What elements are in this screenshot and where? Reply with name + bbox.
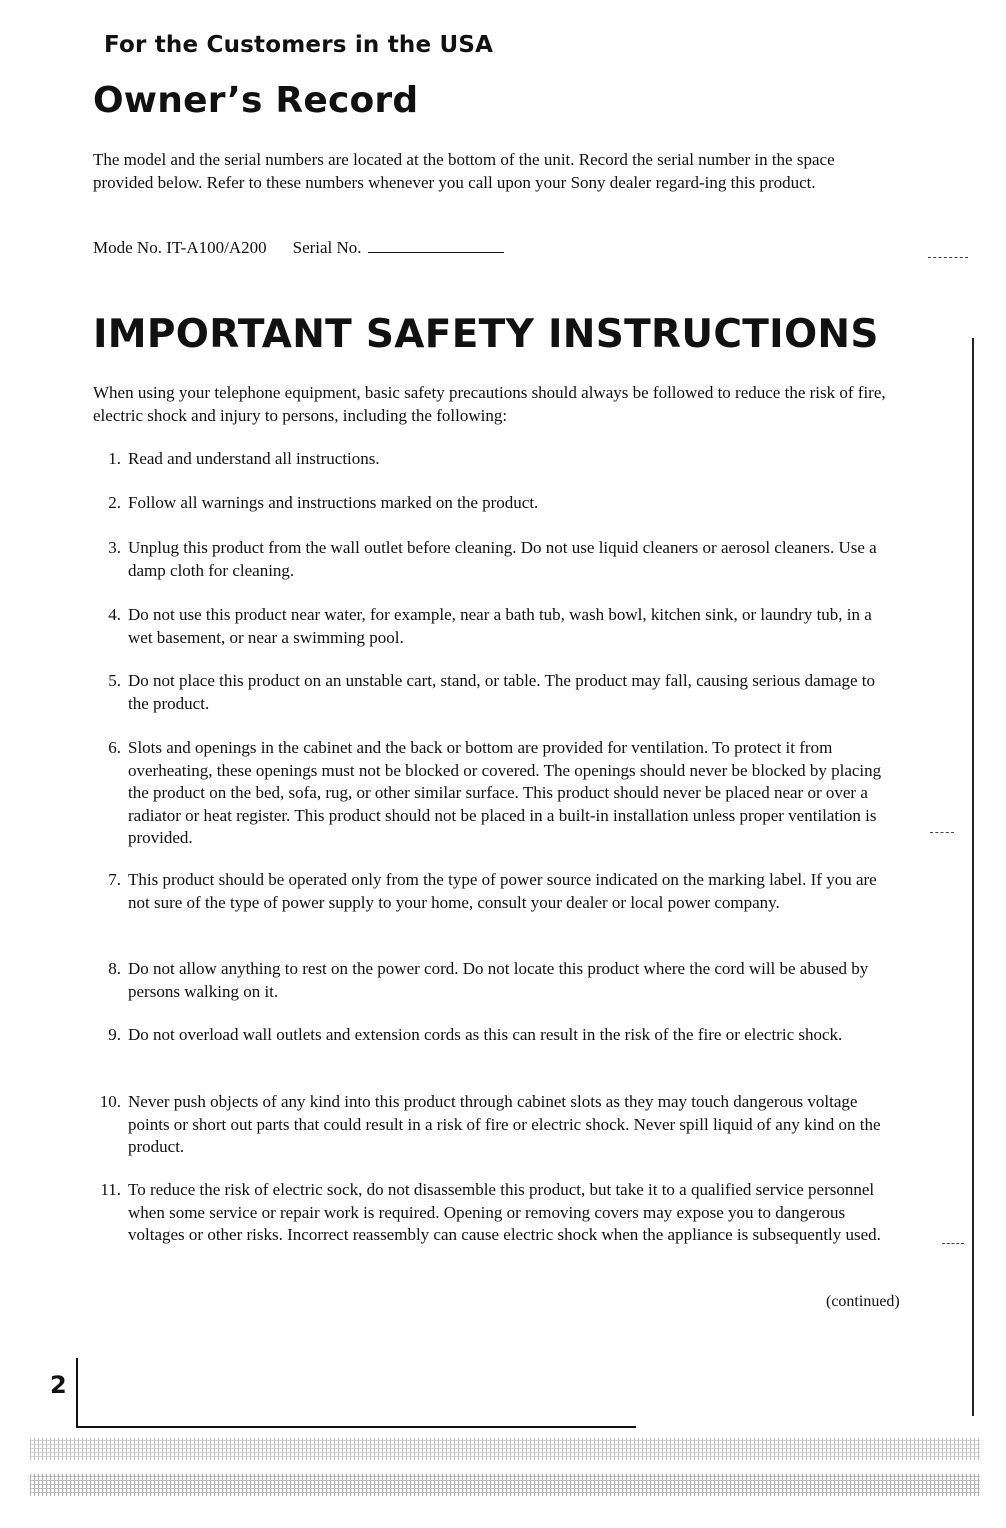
scan-mark	[928, 257, 968, 259]
safety-heading: IMPORTANT SAFETY INSTRUCTIONS	[93, 312, 879, 357]
list-item-number: 1.	[108, 449, 121, 468]
list-item-text: Slots and openings in the cabinet and the back or bottom are provided for ventilation. To protect it from overheating, these openings must not be blocked or covered. The openings should never be blocked by placing the product on the bed, sofa, rug, or other similar surface. This product should never be placed near or over a radiator or heat register. This product should not be placed in a built-in installation unless proper ventilation is provided.	[128, 738, 882, 847]
list-item-number: 2.	[108, 493, 121, 512]
scan-noise-band	[30, 1438, 980, 1460]
page-number: 2	[50, 1371, 67, 1399]
list-item-number: 11.	[100, 1180, 121, 1199]
scan-noise-band	[30, 1474, 980, 1496]
list-item-text: Follow all warnings and instructions marked on the product.	[128, 493, 539, 512]
scan-mark	[930, 832, 954, 834]
list-item-text: Do not overload wall outlets and extension cords as this can result in the risk of the fire or electric shock.	[128, 1025, 843, 1044]
list-item-number: 6.	[108, 738, 121, 757]
list-item-number: 5.	[108, 671, 121, 690]
model-number-label: Mode No. IT-A100/A200	[93, 238, 267, 257]
list-item-text: This product should be operated only from the type of power source indicated on the marking label. If you are not sure of the type of power supply to your home, consult your dealer or local power company.	[128, 870, 877, 912]
list-item-number: 7.	[108, 870, 121, 889]
page-subtitle: For the Customers in the USA	[104, 32, 494, 58]
list-item-number: 8.	[108, 959, 121, 978]
list-item-text: Unplug this product from the wall outlet before cleaning. Do not use liquid cleaners or aerosol cleaners. Use a damp cloth for cleaning.	[128, 538, 877, 580]
safety-intro: When using your telephone equipment, basic safety precautions should always be followed to reduce the risk of fire, electric shock and injury to persons, including the following:	[93, 383, 886, 425]
list-item-text: Do not use this product near water, for example, near a bath tub, wash bowl, kitchen sink, or laundry tub, in a wet basement, or near a swimming pool.	[128, 605, 872, 647]
list-item-number: 3.	[108, 538, 121, 557]
serial-number-blank	[368, 236, 504, 253]
serial-number-label: Serial No.	[292, 238, 362, 257]
list-item-text: Read and understand all instructions.	[128, 449, 380, 468]
bottom-rule	[76, 1426, 636, 1428]
continued-note: (continued)	[826, 1293, 900, 1310]
owners-record-intro: The model and the serial numbers are located at the bottom of the unit. Record the serial number in the space provided below. Refer to these numbers whenever you call upon your Sony dealer regard-ing this product.	[93, 150, 835, 192]
list-item-text: Never push objects of any kind into this product through cabinet slots as they may touch dangerous voltage points or short out parts that could result in a risk of fire or electric shock. Never spill liquid of any kind on the product.	[128, 1092, 881, 1156]
page-number-divider	[76, 1358, 78, 1428]
list-item-number: 9.	[108, 1025, 121, 1044]
right-margin-rule	[972, 338, 974, 1416]
list-item-text: Do not place this product on an unstable cart, stand, or table. The product may fall, causing serious damage to the product.	[128, 671, 876, 713]
list-item-number: 4.	[108, 605, 121, 624]
list-item-number: 10.	[99, 1092, 121, 1111]
list-item-text: Do not allow anything to rest on the power cord. Do not locate this product where the cord will be abused by persons walking on it.	[128, 959, 869, 1001]
scan-mark	[942, 1243, 964, 1245]
model-serial-line	[93, 236, 504, 259]
list-item-text: To reduce the risk of electric sock, do not disassemble this product, but take it to a qualified service personnel when some service or repair work is required. Opening or removing covers may expose you to dangerous voltages or other risks. Incorrect reassembly can cause electric shock when the appliance is subsequently used.	[128, 1180, 881, 1244]
page-title: Owner’s Record	[93, 80, 419, 121]
